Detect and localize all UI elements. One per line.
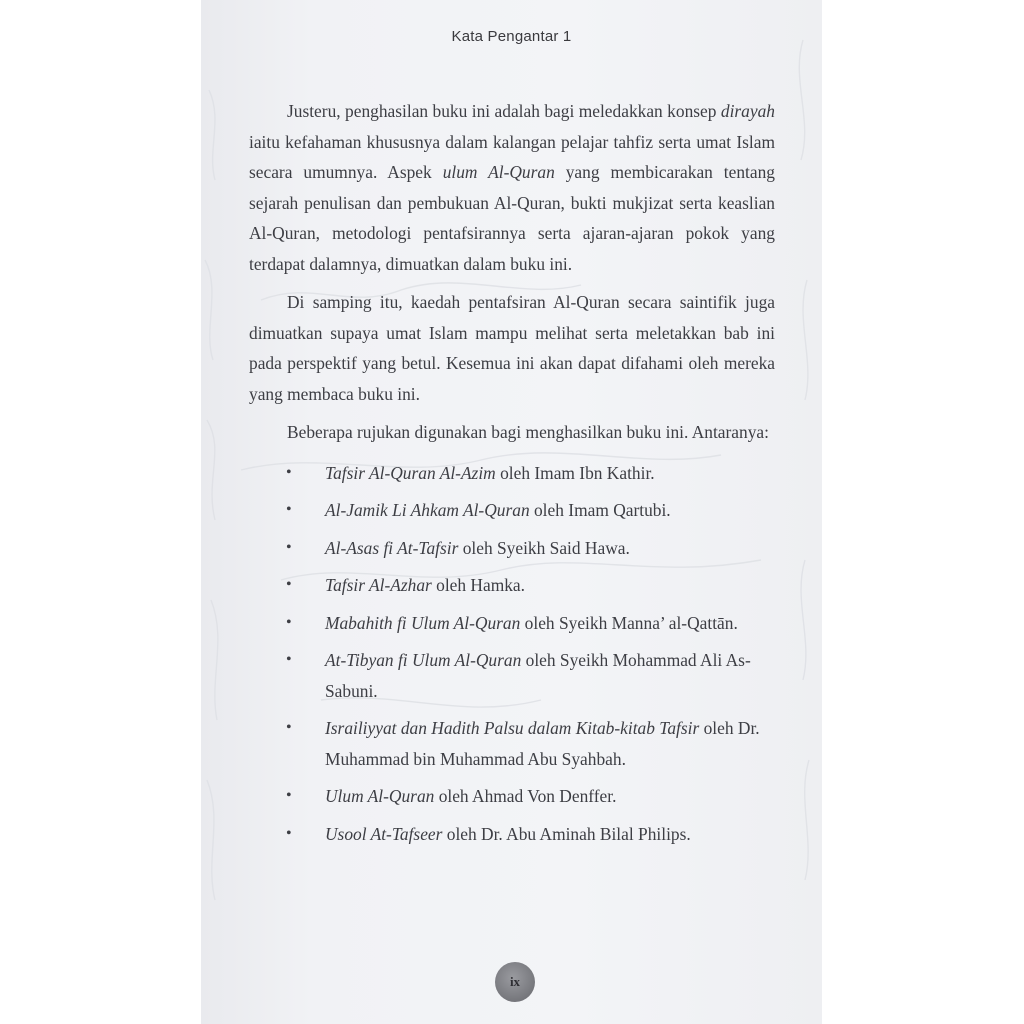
reference-title: Mabahith fi Ulum Al-Quran xyxy=(325,612,521,633)
list-item xyxy=(249,533,775,564)
reference-title: At-Tibyan fi Ulum Al-Quran xyxy=(325,650,522,670)
bullet-icon: • xyxy=(286,824,292,842)
book-page xyxy=(201,0,822,1024)
reference-author: oleh Syeikh Said Hawa. xyxy=(458,537,630,558)
list-item xyxy=(249,819,775,850)
bullet-icon: • xyxy=(286,613,292,631)
bullet-icon: • xyxy=(286,463,292,481)
reference-author: oleh Imam Qartubi. xyxy=(529,500,671,520)
paragraph-1 xyxy=(249,96,775,279)
reference-title: Tafsir Al-Azhar xyxy=(325,575,432,595)
reference-list xyxy=(249,458,775,850)
page-header: Kata Pengantar 1 xyxy=(451,28,572,45)
page-number-badge: ix xyxy=(495,962,535,1002)
reference-author: oleh Hamka. xyxy=(431,575,525,595)
list-item xyxy=(249,713,775,774)
reference-title: Ulum Al-Quran xyxy=(325,786,435,806)
reference-title: Al-Asas fi At-Tafsir xyxy=(325,537,459,558)
reference-title: Tafsir Al-Quran Al-Azim xyxy=(325,462,496,483)
reference-title: Israiliyyat dan Hadith Palsu dalam Kitab-kitab Tafsir xyxy=(325,718,700,738)
reference-author: oleh Ahmad Von Denffer. xyxy=(434,786,617,806)
reference-author: oleh Syeikh Manna’ al-Qattān. xyxy=(520,612,738,633)
bullet-icon: • xyxy=(286,787,292,804)
paragraph-1-part-e: yang membicarakan tentang sejarah penulisan dan pembukuan Al-Quran, bukti mukjizat serta keaslian Al-Quran, metodologi pentafsirannya serta ajaran-ajaran pokok yang terdapat dalamnya, dimuatkan dalam buku ini. xyxy=(249,162,775,274)
reference-title: Usool At-Tafseer xyxy=(325,823,443,844)
list-item xyxy=(249,570,775,601)
term-ulum-al-quran: ulum Al-Quran xyxy=(442,162,555,182)
reference-author: oleh Imam Ibn Kathir. xyxy=(495,462,655,483)
paragraph-2: Di samping itu, kaedah pentafsiran Al-Quran secara saintifik juga dimuatkan supaya umat Islam mampu melihat serta meletakkan bab ini pada perspektif yang betul. Kesemua ini akan dapat difahami oleh mereka yang membaca buku ini. xyxy=(249,292,775,404)
paragraph-1-part-a: Justeru, penghasilan buku ini adalah bagi meledakkan konsep xyxy=(287,101,721,121)
bullet-icon: • xyxy=(286,501,292,518)
bullet-icon: • xyxy=(286,651,292,668)
page-body xyxy=(249,96,775,856)
reference-author: oleh Dr. Abu Aminah Bilal Philips. xyxy=(442,823,691,844)
reference-title: Al-Jamik Li Ahkam Al-Quran xyxy=(325,500,530,520)
list-item xyxy=(249,608,775,639)
list-item xyxy=(249,458,775,489)
reference-author: oleh Syeikh Mohammad Ali As-Sabuni. xyxy=(325,650,751,701)
reference-author: oleh Dr. Muhammad bin Muhammad Abu Syahbah. xyxy=(325,718,760,769)
bullet-icon: • xyxy=(286,538,292,556)
term-dirayah: dirayah xyxy=(720,101,775,121)
bullet-icon: • xyxy=(286,576,292,593)
list-item xyxy=(249,645,775,706)
bullet-icon: • xyxy=(286,719,292,736)
paragraph-3: Beberapa rujukan digunakan bagi menghasilkan buku ini. Antaranya: xyxy=(287,422,769,442)
list-item xyxy=(249,781,775,812)
paragraph-1-part-c: iaitu kefahaman khususnya dalam kalangan pelajar tahfiz serta umat Islam secara umumnya. Aspek xyxy=(249,131,775,182)
list-item xyxy=(249,495,775,526)
